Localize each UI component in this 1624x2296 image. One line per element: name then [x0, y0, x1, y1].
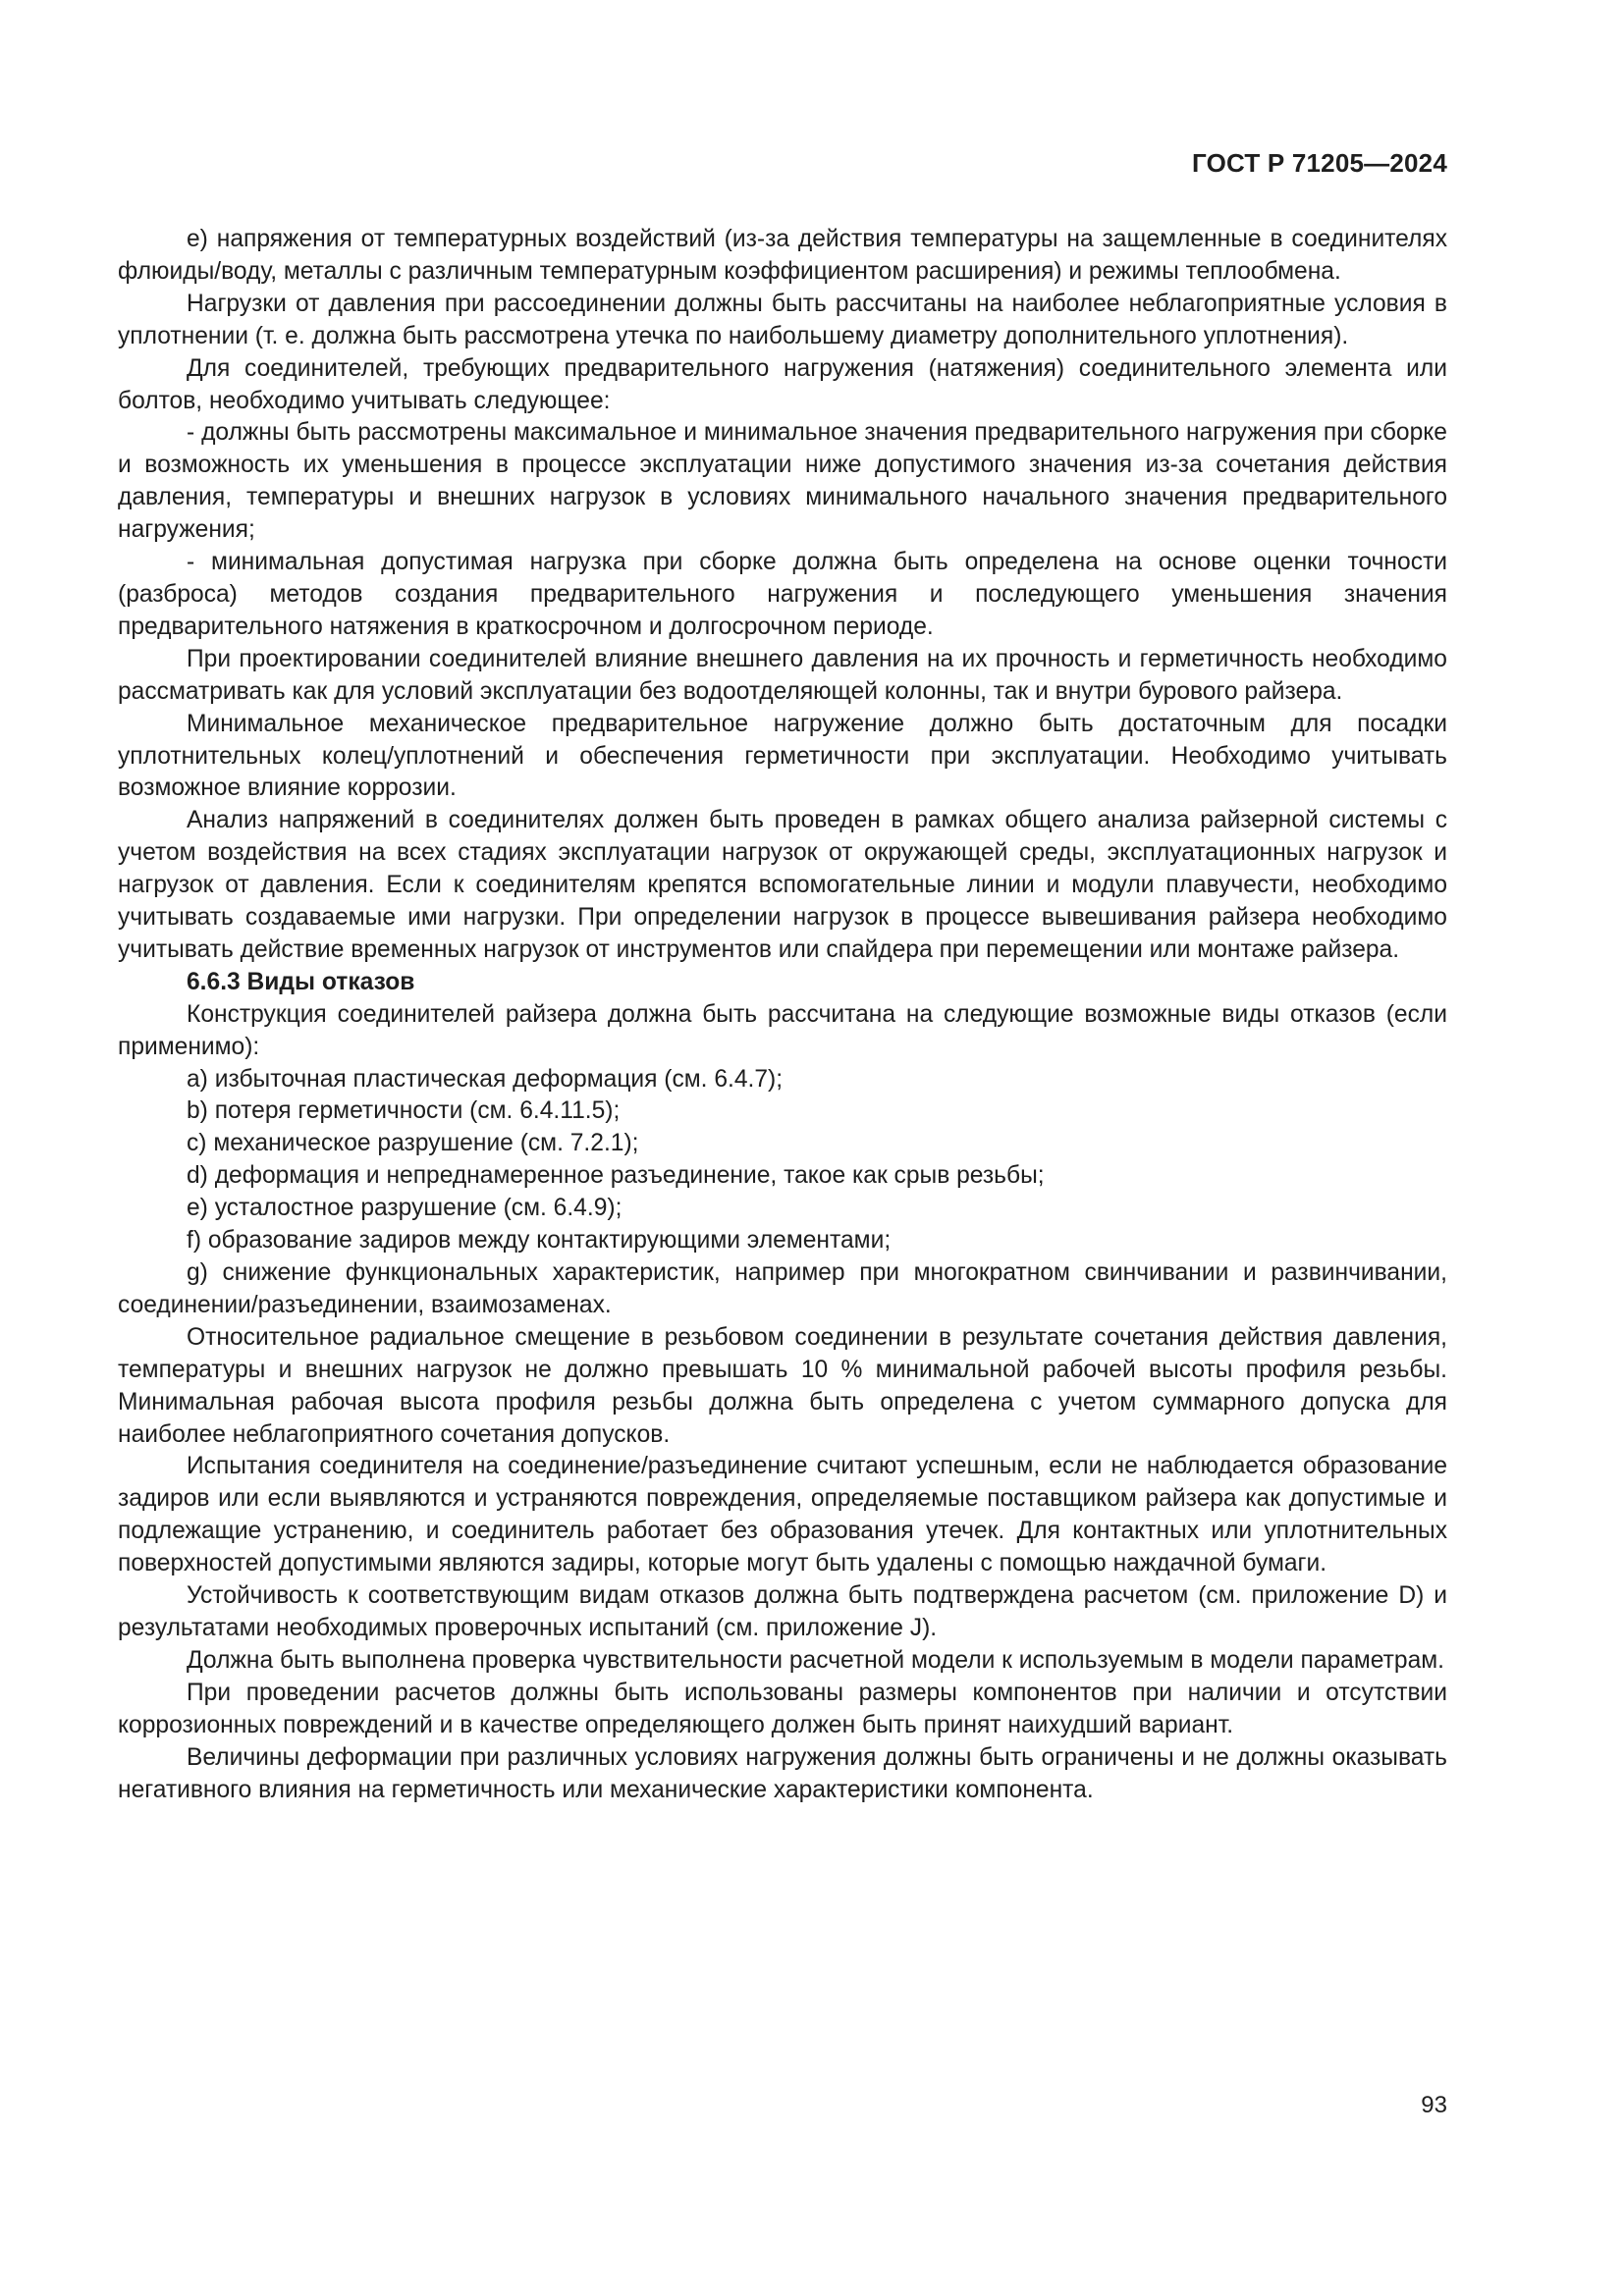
- document-header: ГОСТ Р 71205—2024: [1192, 148, 1447, 178]
- paragraph: Минимальное механическое предварительное нагружение должно быть достаточным для посадки уплотнительных колец/уплотнений и обеспечения герметичности при эксплуатации. Необходимо учитывать возможное влияние коррозии.: [118, 710, 1447, 802]
- list-item: c) механическое разрушение (см. 7.2.1);: [187, 1130, 639, 1157]
- paragraph: Для соединителей, требующих предварительного нагружения (натяжения) соединительного элемента или болтов, необходимо учитывать следующее:: [118, 354, 1447, 414]
- list-item: d) деформация и непреднамеренное разъединение, такое как срыв резьбы;: [187, 1162, 1045, 1190]
- list-item: a) избыточная пластическая деформация (см. 6.4.7);: [187, 1065, 784, 1093]
- paragraph: При проектировании соединителей влияние внешнего давления на их прочность и герметичность необходимо рассматривать как для условий эксплуатации без водоотделяющей колонны, так и внутри бурового райзера.: [118, 645, 1447, 705]
- paragraph: Анализ напряжений в соединителях должен быть проведен в рамках общего анализа райзерной системы с учетом воздействия на всех стадиях эксплуатации нагрузок от окружающей среды, эксплуатационных нагрузок и нагрузок от давления. Если к соединителям крепятся вспомогательные линии и модули плавучести, необходимо учитывать создаваемые ими нагрузки. При определении нагрузок в процессе вывешивания райзера необходимо учитывать действие временных нагрузок от инструментов или спайдера при перемещении или монтаже райзера.: [118, 807, 1447, 963]
- paragraph: е) напряжения от температурных воздействий (из-за действия температуры на защемленные в соединителях флюиды/воду, металлы с различным температурным коэффициентом расширения) и режимы теплообмена.: [118, 226, 1447, 285]
- paragraph: Нагрузки от давления при рассоединении должны быть рассчитаны на наиболее неблагоприятные условия в уплотнении (т. е. должна быть рассмотрена утечка по наибольшему диаметру дополнительного уплотнения).: [118, 290, 1447, 349]
- paragraph: Устойчивость к соответствующим видам отказов должна быть подтверждена расчетом (см. приложение D) и результатами необходимых проверочных испытаний (см. приложение J).: [118, 1582, 1447, 1641]
- page-content: [118, 224, 1447, 1806]
- paragraph: При проведении расчетов должны быть использованы размеры компонентов при наличии и отсутствии коррозионных повреждений и в качестве определяющего должен быть принят наихудший вариант.: [118, 1679, 1447, 1738]
- section-heading: 6.6.3 Виды отказов: [187, 968, 415, 995]
- list-item: g) снижение функциональных характеристик, например при многократном свинчивании и развинчивании, соединении/разъединении, взаимозаменах.: [118, 1259, 1447, 1318]
- page-number: 93: [1421, 2092, 1447, 2118]
- list-item: - минимальная допустимая нагрузка при сборке должна быть определена на основе оценки точности (разброса) методов создания предварительного нагружения и последующего уменьшения значения предварительного натяжения в краткосрочном и долгосрочном периоде.: [118, 549, 1447, 640]
- list-item: b) потеря герметичности (см. 6.4.11.5);: [187, 1097, 621, 1125]
- list-item: f) образование задиров между контактирующими элементами;: [187, 1227, 892, 1255]
- list-item: e) усталостное разрушение (см. 6.4.9);: [187, 1195, 623, 1222]
- paragraph: Должна быть выполнена проверка чувствительности расчетной модели к используемым в модели параметрам.: [187, 1646, 1444, 1674]
- paragraph: Относительное радиальное смещение в резьбовом соединении в результате сочетания действия давления, температуры и внешних нагрузок не должно превышать 10 % минимальной рабочей высоты профиля резьбы. Минимальная рабочая высота профиля резьбы должна быть определена с учетом суммарного допуска для наиболее неблагоприятного сочетания допусков.: [118, 1323, 1447, 1448]
- paragraph: Конструкция соединителей райзера должна быть рассчитана на следующие возможные виды отказов (если применимо):: [118, 1000, 1447, 1060]
- paragraph: Величины деформации при различных условиях нагружения должны быть ограничены и не должны оказывать негативного влияния на герметичность или механические характеристики компонента.: [118, 1743, 1447, 1803]
- list-item: - должны быть рассмотрены максимальное и минимальное значения предварительного нагружения при сборке и возможность их уменьшения в процессе эксплуатации ниже допустимого значения из-за сочетания действия давления, температуры и внешних нагрузок в условиях минимального начального значения предварительного нагружения;: [118, 419, 1447, 544]
- paragraph: Испытания соединителя на соединение/разъединение считают успешным, если не наблюдается образование задиров или если выявляются и устраняются повреждения, определяемые поставщиком райзера как допустимые и подлежащие устранению, и соединитель работает без образования утечек. Для контактных или уплотнительных поверхностей допустимыми являются задиры, которые могут быть удалены с помощью наждачной бумаги.: [118, 1453, 1447, 1577]
